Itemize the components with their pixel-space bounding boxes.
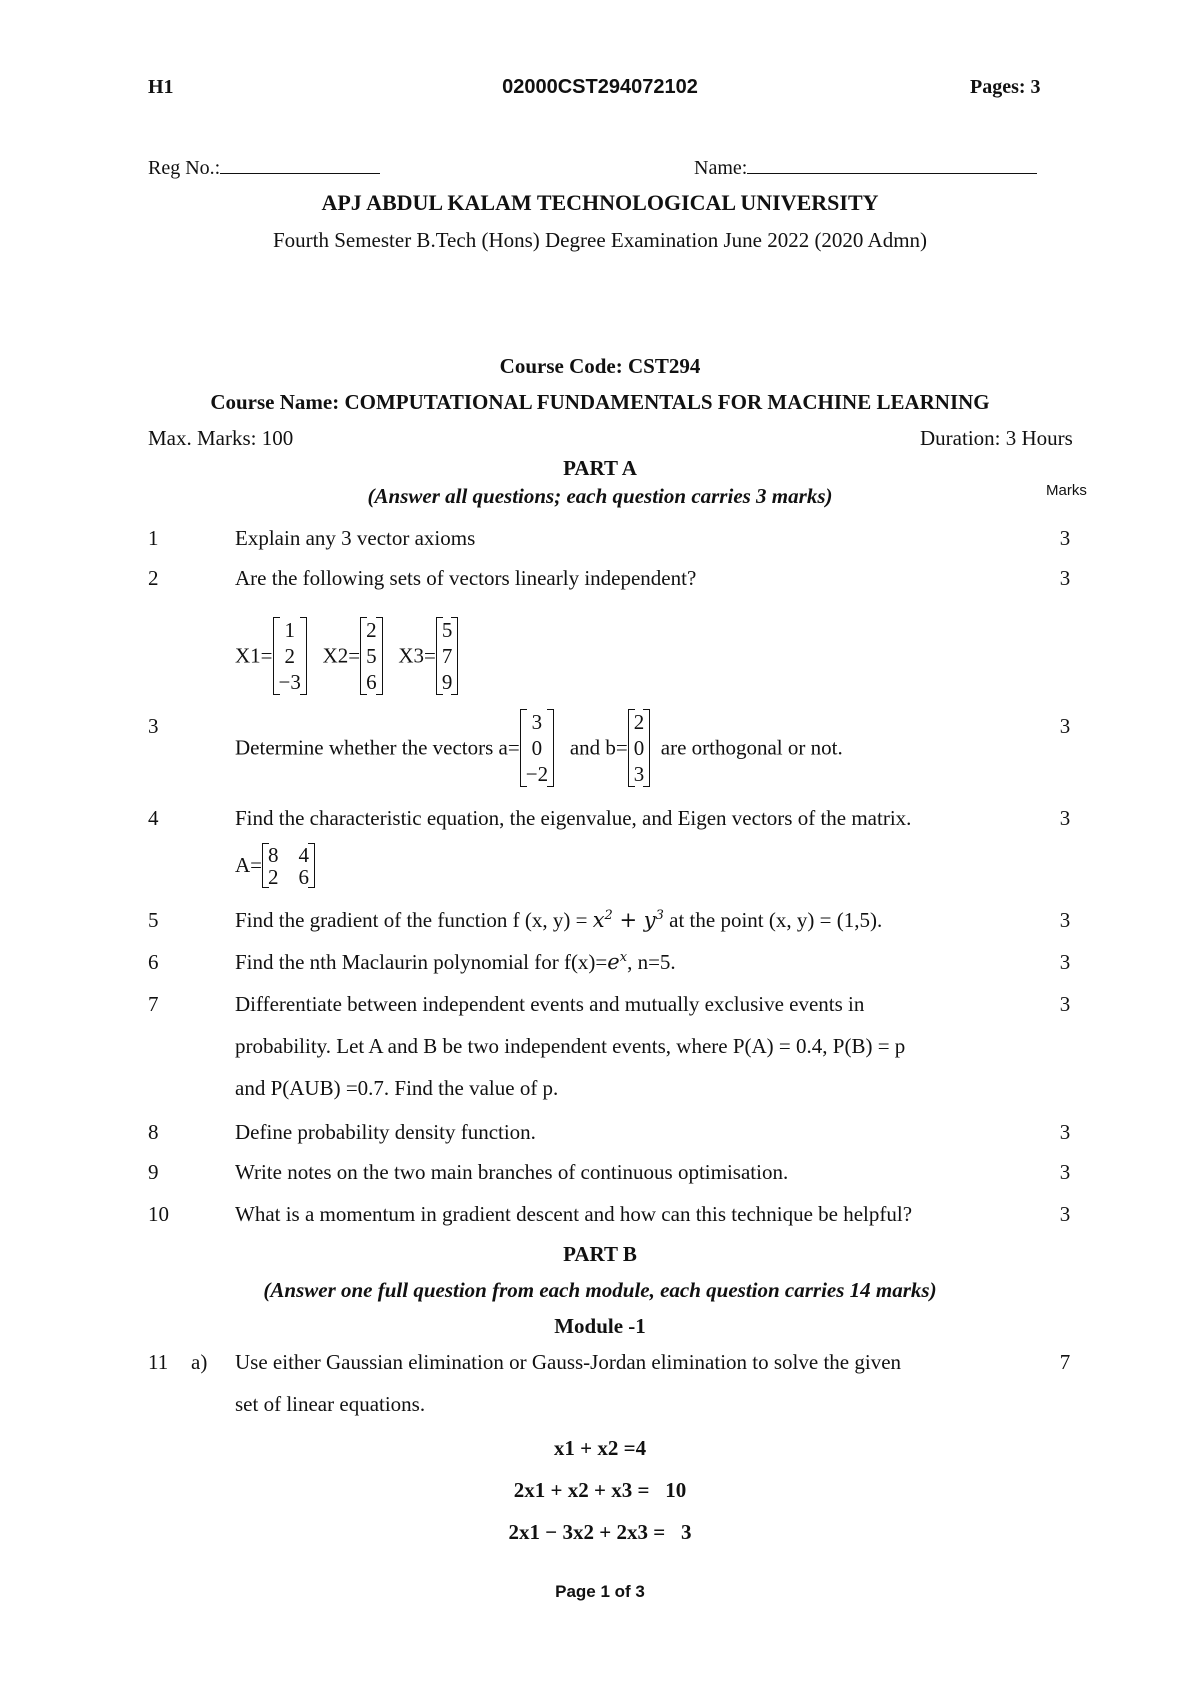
q6-formula: $e^x$ — [607, 950, 628, 974]
q8-text: Define probability density function. — [235, 1120, 536, 1144]
q11-line2: set of linear equations. — [235, 1392, 426, 1416]
reg-no-label: Reg No.: — [148, 157, 221, 179]
equation-1: x1 + x2 =4 — [553, 1436, 647, 1460]
matrix-a: 8 4 2 6 — [262, 843, 315, 888]
q7-number: 7 — [148, 992, 159, 1016]
q3-text-mid: and b= — [569, 735, 628, 760]
duration: Duration: 3 Hours — [920, 426, 1073, 450]
equation-2: 2x1 + x2 + x3 = 10 — [513, 1478, 687, 1502]
part-b-instruction: (Answer one full question from each module, each question carries 14 marks) — [263, 1278, 937, 1302]
reg-no-field — [148, 155, 380, 180]
q3-text — [235, 709, 843, 787]
course-name: Course Name: COMPUTATIONAL FUNDAMENTALS FOR MACHINE LEARNING — [210, 390, 990, 414]
matrix-a-label: A= — [235, 853, 263, 877]
q5-text-post: at the point (x, y) = (1,5). — [663, 908, 883, 932]
q11-number: 11 — [148, 1350, 169, 1374]
q2-marks: 3 — [1059, 566, 1071, 590]
q2-text: Are the following sets of vectors linearly independent? — [235, 566, 697, 590]
q1-marks: 3 — [1059, 526, 1071, 550]
x2-label: X2= — [322, 643, 361, 668]
university-name: APJ ABDUL KALAM TECHNOLOGICAL UNIVERSITY — [321, 190, 879, 215]
q9-text: Write notes on the two main branches of continuous optimisation. — [235, 1160, 789, 1184]
paper-code: 02000CST294072102 — [502, 76, 698, 98]
name-field — [694, 155, 1037, 180]
q9-number: 9 — [148, 1160, 159, 1184]
name-label: Name: — [694, 157, 748, 179]
name-blank — [747, 155, 1037, 174]
q9-marks: 3 — [1059, 1160, 1071, 1184]
part-b-title: PART B — [563, 1242, 637, 1266]
vector-b-matrix: 2 0 3 — [628, 709, 651, 787]
part-a-instruction: (Answer all questions; each question carries 3 marks) — [367, 484, 833, 508]
q1-text: Explain any 3 vector axioms — [235, 526, 476, 550]
x2-matrix: 2 5 6 — [360, 617, 383, 695]
q11-sub: a) — [191, 1350, 208, 1374]
q7-line2: probability. Let A and B be two independent events, where P(A) = 0.4, P(B) = p — [235, 1034, 906, 1058]
header-left: H1 — [148, 76, 174, 98]
q4-marks: 3 — [1059, 806, 1071, 830]
part-a-title: PART A — [563, 456, 637, 480]
q8-number: 8 — [148, 1120, 159, 1144]
exam-title: Fourth Semester B.Tech (Hons) Degree Examination June 2022 (2020 Admn) — [272, 228, 928, 252]
page-footer: Page 1 of 3 — [555, 1582, 645, 1601]
q5-formula: $x^2 + y^3$ — [592, 908, 664, 932]
q3-text-post: are orthogonal or not. — [660, 735, 843, 760]
q2-number: 2 — [148, 566, 159, 590]
q6-text-post: , n=5. — [627, 950, 676, 974]
q5-number: 5 — [148, 908, 159, 932]
q3-number: 3 — [148, 714, 159, 738]
q7-marks: 3 — [1059, 992, 1071, 1016]
course-code: Course Code: CST294 — [499, 354, 701, 378]
marks-header: Marks — [1046, 482, 1087, 499]
q8-marks: 3 — [1059, 1120, 1071, 1144]
reg-no-blank — [220, 155, 380, 174]
q6-marks: 3 — [1059, 950, 1071, 974]
q6-text-pre: Find the nth Maclaurin polynomial for f(x)= — [235, 950, 608, 974]
equation-3: 2x1 − 3x2 + 2x3 = 3 — [508, 1520, 692, 1544]
x1-label: X1= — [235, 643, 273, 668]
q10-text: What is a momentum in gradient descent and how can this technique be helpful? — [235, 1202, 913, 1226]
q3-text-pre: Determine whether the vectors a= — [235, 735, 520, 760]
q7-line1: Differentiate between independent events and mutually exclusive events in — [235, 992, 865, 1016]
q6-text — [235, 950, 676, 975]
module-title: Module -1 — [554, 1314, 646, 1338]
q4-matrix-expr — [235, 843, 315, 888]
x3-matrix: 5 7 9 — [436, 617, 459, 695]
q2-vectors — [235, 617, 458, 695]
q10-marks: 3 — [1059, 1202, 1071, 1226]
page-count: Pages: 3 — [970, 76, 1041, 98]
q10-number: 10 — [148, 1202, 169, 1226]
q5-marks: 3 — [1059, 908, 1071, 932]
q5-text — [235, 908, 882, 933]
q4-number: 4 — [148, 806, 159, 830]
x1-matrix: 1 2 −3 — [273, 617, 307, 695]
q5-text-pre: Find the gradient of the function f (x, y) = — [235, 908, 593, 932]
q3-marks: 3 — [1059, 714, 1071, 738]
q6-number: 6 — [148, 950, 159, 974]
vector-a-matrix: 3 0 −2 — [520, 709, 554, 787]
max-marks: Max. Marks: 100 — [148, 426, 294, 450]
q7-line3: and P(AUB) =0.7. Find the value of p. — [235, 1076, 559, 1100]
q1-number: 1 — [148, 526, 159, 550]
q4-text: Find the characteristic equation, the eigenvalue, and Eigen vectors of the matrix. — [235, 806, 912, 830]
x3-label: X3= — [398, 643, 436, 668]
q11-marks: 7 — [1059, 1350, 1071, 1374]
q11-line1: Use either Gaussian elimination or Gauss-Jordan elimination to solve the given — [235, 1350, 902, 1374]
